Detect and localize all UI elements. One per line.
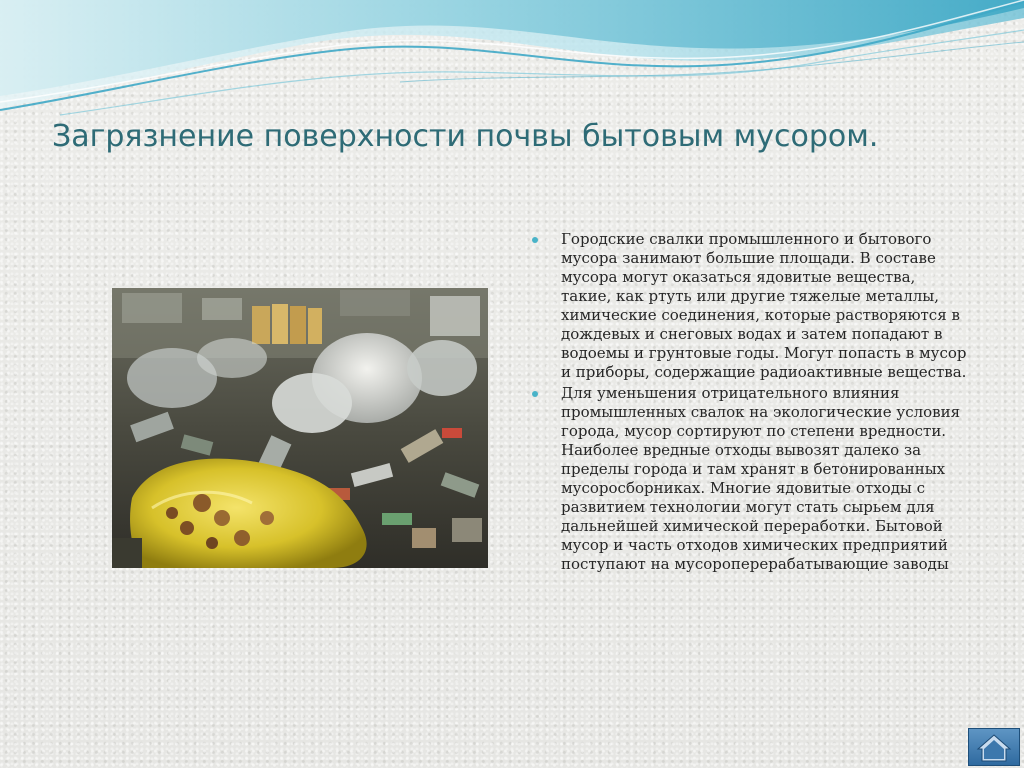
landfill-garbage-photo (112, 288, 488, 568)
bullet-text: Городские свалки промышленного и бытового мусора занимают большие площади. В составе мусора могут оказаться ядовитые вещества, такие, как ртуть или другие тяжелые металлы, химические соединения, которые растворяются в дождевых и снеговых водах и затем попадают в водоемы и грунтовые годы. Могут попасть в мусор и приборы, содержащие радиоактивные вещества. (561, 230, 967, 381)
home-nav-button[interactable] (968, 728, 1020, 766)
bullet-item (528, 230, 968, 382)
bullet-dot-icon (532, 391, 538, 397)
decorative-wave-header (0, 0, 1024, 130)
slide-title: Загрязнение поверхности почвы бытовым мусором. (52, 119, 879, 154)
bullet-text: Для уменьшения отрицательного влияния промышленных свалок на экологические условия города, мусор сортируют по степени вредности. Наиболее вредные отходы вывозят далеко за пределы города и там хранят в бетонированных мусоросборниках. Многие ядовитые отходы с развитием технологии могут стать сырьем для дальнейшей химической переработки. Бытовой мусор и часть отходов химических предприятий поступают на мусороперерабатывающие заводы (561, 384, 961, 573)
bullet-item (528, 384, 968, 574)
home-icon (969, 729, 1019, 765)
bullet-dot-icon (532, 237, 538, 243)
bullet-list (528, 230, 968, 576)
